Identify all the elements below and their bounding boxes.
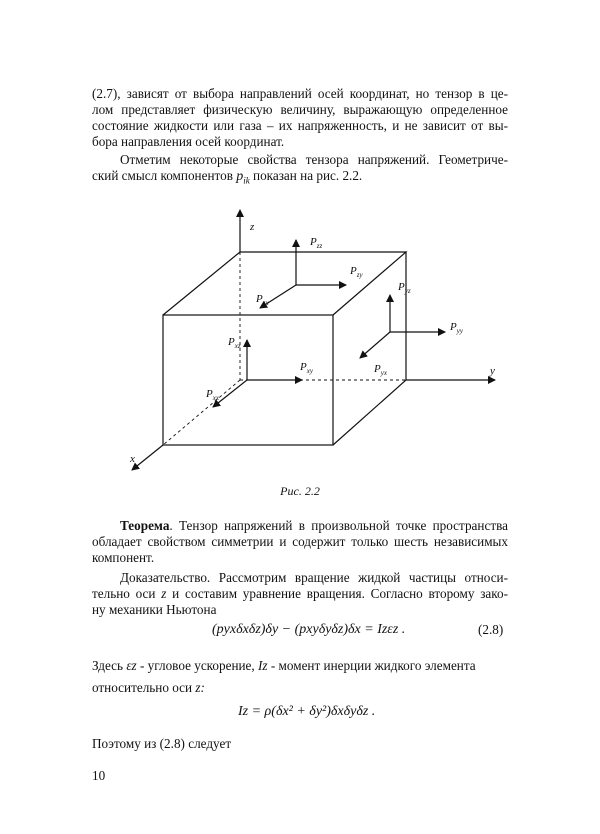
equation-2-8: (pyxδxδz)δy − (pxyδyδz)δx = Izεz . (212, 622, 406, 637)
arrow-pyx (360, 332, 390, 358)
text-line (92, 586, 508, 602)
text-line: Отметим некоторые свойства тензора напряжений. Геометриче- (120, 152, 508, 167)
label-pzx: $P_{zx}$ (256, 293, 269, 307)
paragraph-2 (92, 152, 508, 184)
label-pyz: $P_{yz}$ (398, 281, 411, 295)
label-pzz: $P_{zz}$ (310, 236, 323, 250)
text-line: обладает свойством симметрии и содержит только шесть независимых (92, 534, 508, 549)
text-fragment: Здесь (92, 658, 124, 673)
label-pxz: $P_{xz}$ (228, 336, 241, 350)
conclusion-paragraph (92, 736, 508, 752)
text-line: лом представляет физическую величину, выражающую определенное (92, 102, 508, 117)
text-line: бора направления осей координат. (92, 134, 285, 149)
axis-z-label: z (250, 221, 255, 233)
text-line (92, 518, 508, 534)
axis-y-label: y (490, 365, 495, 377)
text-line: компонент. (92, 550, 155, 565)
text-line: Доказательство. Рассмотрим вращение жидкой частицы относи- (120, 570, 508, 585)
text-line: состояние жидкости или газа – их напряженность, и не зависит от вы- (92, 118, 508, 133)
paragraph-1 (92, 86, 508, 150)
symbol-p: p (236, 169, 244, 184)
text-line (92, 658, 508, 674)
text-line (92, 680, 508, 696)
text-fragment: показан на рис. 2.2. (253, 168, 363, 183)
proof-paragraph (92, 570, 508, 618)
label-pyy: $P_{yy}$ (450, 321, 463, 335)
text-line (92, 168, 508, 184)
text-fragment: относительно оси (92, 680, 193, 695)
theorem-title: Теорема (120, 518, 170, 533)
text-fragment: . Тензор напряжений в произвольной точке пространства (169, 518, 508, 533)
var-eps-z: εz (126, 658, 137, 673)
var-z: z (161, 586, 167, 601)
label-pyx: $P_{yx}$ (374, 363, 387, 377)
text-line: ну механики Ньютона (92, 602, 217, 617)
text-fragment: ский смысл компонентов (92, 168, 233, 183)
equation-inertia: Iz = ρ(δx² + δy²)δxδyδz . (238, 704, 376, 719)
text-fragment: - угловое ускорение, (139, 658, 255, 673)
figure-2-2 (120, 200, 520, 480)
text-line: Поэтому из (2.8) следует (92, 736, 232, 751)
theorem-paragraph (92, 518, 508, 566)
text-line: (2.7), зависят от выбора направлений осей координат, но тензор в це- (92, 86, 508, 101)
label-pzy: $P_{zy}$ (350, 265, 363, 279)
text-fragment: тельно оси (92, 586, 156, 601)
var-z: z: (195, 680, 205, 695)
hidden-edges (163, 252, 406, 445)
where-paragraph (92, 658, 508, 696)
var-iz: Iz (258, 658, 268, 673)
page-number: 10 (92, 768, 106, 783)
text-fragment: и составим уравнение вращения. Согласно второму зако- (172, 586, 509, 601)
cube-top-face (163, 252, 406, 315)
label-pxx: $P_{xx}$ (206, 388, 219, 402)
label-pxy: $P_{xy}$ (300, 361, 313, 375)
axis-x-label: x (130, 453, 135, 465)
symbol-sub: ik (243, 175, 250, 186)
figure-caption: Рис. 2.2 (280, 484, 320, 498)
text-fragment: - момент инерции жидкого элемента (270, 658, 476, 673)
equation-number: (2.8) (478, 622, 504, 637)
cube-right-face (333, 252, 406, 445)
axis-x-line (132, 445, 163, 470)
